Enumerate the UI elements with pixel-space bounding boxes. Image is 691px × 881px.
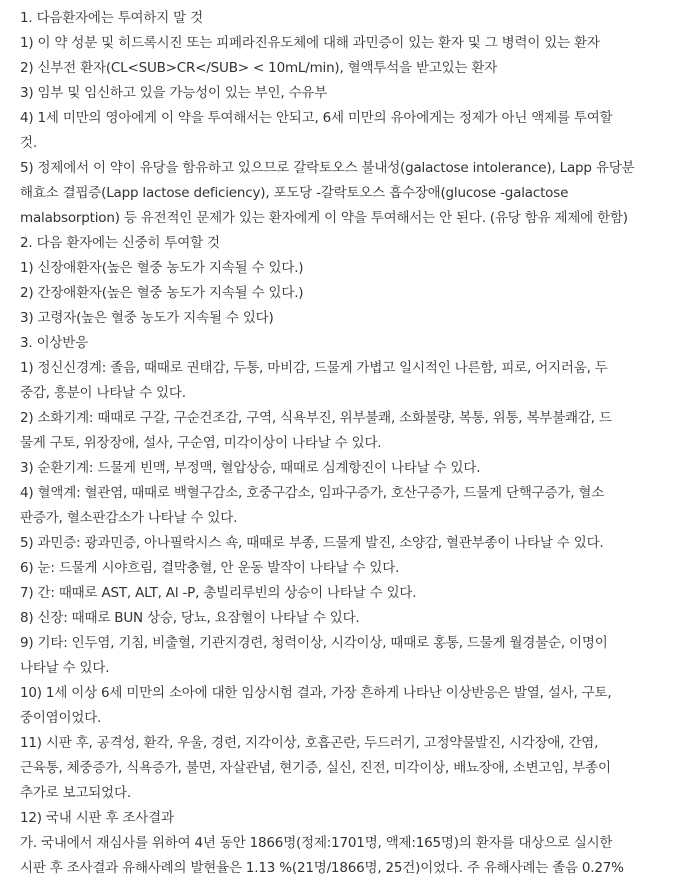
section-heading: 2. 다음 환자에는 신중히 투여할 것 bbox=[20, 235, 220, 251]
text-line: 2) 신부전 환자(CL<SUB>CR</SUB> < 10mL/min), 혈액투석을 받고있는 환자 bbox=[20, 60, 498, 76]
text-line: malabsorption) 등 유전적인 문제가 있는 환자에게 이 약을 투여해서는 안 된다. (유당 함유 제제에 한함) bbox=[20, 210, 628, 226]
text-line: 2) 소화기계: 때때로 구갈, 구순건조감, 구역, 식욕부진, 위부불쾌, 소화불량, 복통, 위통, 복부불쾌감, 드 bbox=[20, 410, 612, 426]
text-line: 3) 고령자(높은 혈중 농도가 지속될 수 있다) bbox=[20, 310, 274, 326]
text-line: 10) 1세 이상 6세 미만의 소아에 대한 임상시험 결과, 가장 흔하게 나타난 이상반응은 발열, 설사, 구토, bbox=[20, 685, 612, 701]
text-line: 것. bbox=[20, 135, 37, 151]
section-heading: 1. 다음환자에는 투여하지 말 것 bbox=[20, 10, 203, 26]
text-line: 5) 과민증: 광과민증, 아나필락시스 쇽, 때때로 부종, 드물게 발진, 소양감, 혈관부종이 나타날 수 있다. bbox=[20, 535, 604, 551]
text-line: 5) 정제에서 이 약이 유당을 함유하고 있으므로 갈락토오스 불내성(galactose intolerance), Lapp 유당분 bbox=[20, 160, 635, 176]
text-line: 나타날 수 있다. bbox=[20, 660, 110, 676]
text-line: 1) 이 약 성분 및 히드록시진 또는 피페라진유도체에 대해 과민증이 있는 환자 및 그 병력이 있는 환자 bbox=[20, 35, 600, 51]
text-line: 판증가, 혈소판감소가 나타날 수 있다. bbox=[20, 510, 238, 526]
text-line: 3) 순환기계: 드물게 빈맥, 부정맥, 혈압상승, 때때로 심계항진이 나타날 수 있다. bbox=[20, 460, 481, 476]
text-line: 근육통, 체중증가, 식욕증가, 불면, 자살관념, 현기증, 실신, 진전, 미각이상, 배뇨장애, 소변고임, 부종이 bbox=[20, 760, 611, 776]
text-line: 9) 기타: 인두염, 기침, 비출혈, 기관지경련, 청력이상, 시각이상, 때때로 홍통, 드물게 월경불순, 이명이 bbox=[20, 635, 608, 651]
text-line: 11) 시판 후, 공격성, 환각, 우울, 경련, 지각이상, 호흡곤란, 두드러기, 고정약물발진, 시각장애, 간염, bbox=[20, 735, 599, 751]
text-line: 12) 국내 시판 후 조사결과 bbox=[20, 810, 174, 826]
text-line: 2) 간장애환자(높은 혈중 농도가 지속될 수 있다.) bbox=[20, 285, 304, 301]
section-heading: 3. 이상반응 bbox=[20, 335, 88, 351]
text-line: 1) 신장애환자(높은 혈중 농도가 지속될 수 있다.) bbox=[20, 260, 304, 276]
text-line: 추가로 보고되었다. bbox=[20, 785, 131, 801]
text-line: 3) 임부 및 임신하고 있을 가능성이 있는 부인, 수유부 bbox=[20, 85, 328, 101]
text-line: 1) 정신신경계: 졸음, 때때로 권태감, 두통, 마비감, 드물게 가볍고 일시적인 나른함, 피로, 어지러움, 두 bbox=[20, 360, 608, 376]
text-line: 중감, 흥분이 나타날 수 있다. bbox=[20, 385, 186, 401]
text-line: 물게 구토, 위장장애, 설사, 구순염, 미각이상이 나타날 수 있다. bbox=[20, 435, 382, 451]
text-line: 시판 후 조사결과 유해사례의 발현율은 1.13 %(21명/1866명, 25건)이었다. 주 유해사례는 졸음 0.27% bbox=[20, 860, 624, 876]
text-line: 6) 눈: 드물게 시야흐림, 결막충혈, 안 운동 발작이 나타날 수 있다. bbox=[20, 560, 400, 576]
text-line: 4) 1세 미만의 영아에게 이 약을 투여해서는 안되고, 6세 미만의 유아에게는 정제가 아닌 액제를 투여할 bbox=[20, 110, 613, 126]
text-line: 7) 간: 때때로 AST, ALT, Al -P, 총빌리루빈의 상승이 나타날 수 있다. bbox=[20, 585, 417, 601]
text-line: 해효소 결핍증(Lapp lactose deficiency), 포도당 -갈락토오스 흡수장애(glucose -galactose bbox=[20, 185, 569, 201]
text-line: 4) 혈액계: 혈관염, 때때로 백혈구감소, 호중구감소, 임파구증가, 호산구증가, 드물게 단핵구증가, 혈소 bbox=[20, 485, 605, 501]
text-line: 가. 국내에서 재심사를 위하여 4년 동안 1866명(정제:1701명, 액제:165명)의 환자를 대상으로 실시한 bbox=[20, 835, 613, 851]
text-line: 중이염이었다. bbox=[20, 710, 102, 726]
text-line: 8) 신장: 때때로 BUN 상승, 당뇨, 요잠혈이 나타날 수 있다. bbox=[20, 610, 360, 626]
